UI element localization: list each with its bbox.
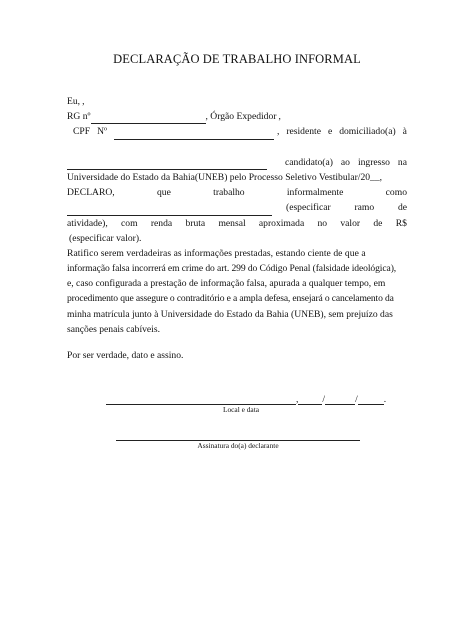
- income-line: atividade), com renda bruta mensal aproximada no valor de R$: [67, 217, 407, 229]
- place-date-line: , / / .: [106, 393, 406, 405]
- ratify-line-6: sanções penais cabíveis.: [67, 323, 160, 335]
- ratify-line-3: e, caso configurada a prestação de informação falsa, apurada a qualquer tempo, em: [67, 278, 386, 290]
- issuer-label: , Órgão Expedidor: [205, 111, 277, 123]
- place-date-caption: Local e data: [222, 405, 260, 414]
- signature-block: [116, 428, 360, 450]
- address-continuation-blank: [67, 158, 267, 170]
- university-line: Universidade do Estado da Bahia(UNEB) pelo Processo Seletivo Vestibular/20__,: [67, 171, 383, 183]
- place-blank: [106, 393, 296, 405]
- signature-line: [116, 428, 360, 441]
- month-blank: [325, 393, 355, 405]
- address-line: [67, 140, 407, 155]
- ratify-line-1: Ratifico serem verdadeiras as informações prestadas, estando ciente de que a: [67, 247, 366, 259]
- value-line: (especificar valor).: [69, 232, 142, 244]
- candidate-line: candidato(a) ao ingresso na: [67, 155, 407, 170]
- activity-line: (especificar ramo de: [67, 200, 407, 215]
- ratify-line-5: minha matrícula junto à Universidade do Estado da Bahia (UNEB), sem prejuízo das: [67, 308, 393, 320]
- name-line: Eu, ,: [67, 94, 407, 109]
- ratify-line-4: procedimento que assegure o contraditório e a ampla defesa, ensejará o cancelamento da: [67, 293, 394, 305]
- rg-label: RG nº: [67, 111, 91, 123]
- cpf-line: CPF Nº , residente e domiciliado(a) à: [67, 124, 407, 139]
- document-title: DECLARAÇÃO DE TRABALHO INFORMAL: [113, 52, 361, 66]
- declaration-body: [67, 94, 407, 363]
- year-blank: [358, 393, 384, 405]
- name-label: Eu,: [67, 95, 81, 107]
- closing-statement: Por ser verdade, dato e assino.: [67, 350, 184, 361]
- rg-line: RG nº , Órgão Expedidor ,: [67, 109, 407, 124]
- rg-blank: [91, 112, 206, 124]
- cpf-blank: [114, 128, 274, 140]
- place-date-block: [106, 393, 406, 414]
- ratify-line-2: informação falsa incorrerá em crime do art. 299 do Código Penal (falsidade ideológica),: [67, 263, 397, 275]
- day-blank: [298, 393, 322, 405]
- signature-caption: Assinatura do(a) declarante: [197, 441, 279, 450]
- declaro-line: DECLARO, que trabalho informalmente como: [67, 187, 407, 199]
- activity-blank: [67, 204, 272, 216]
